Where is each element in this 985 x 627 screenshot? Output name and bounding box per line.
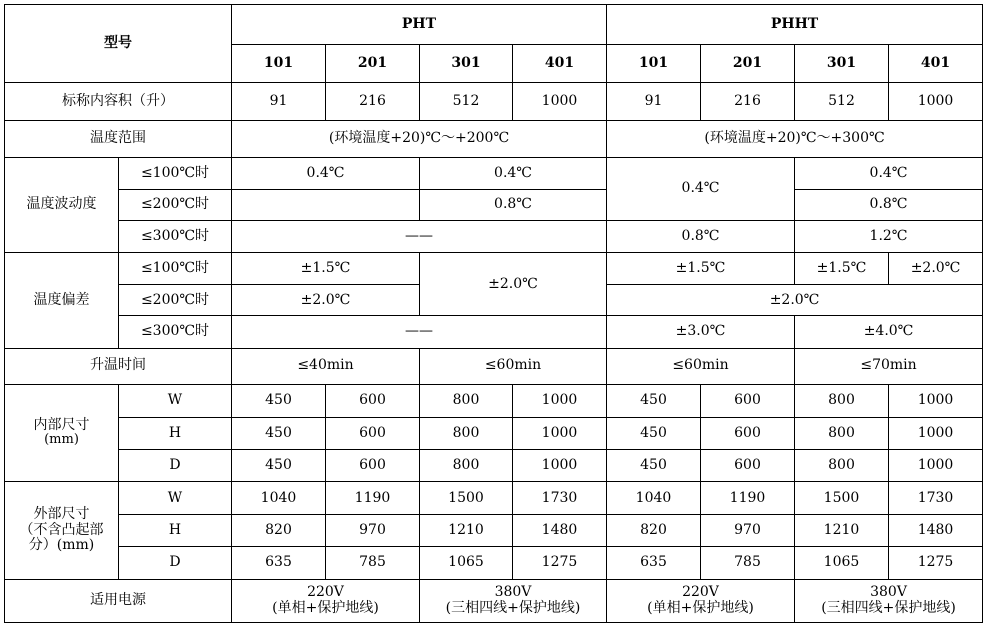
fluctuation-row-2 (5, 189, 983, 220)
inner-label-unit: (mm) (44, 432, 79, 448)
table-cell: 800 (795, 384, 889, 417)
power-cell (420, 579, 607, 622)
deviation-label: 温度偏差 (5, 253, 119, 348)
series-phht: PHHT (607, 5, 983, 45)
power-desc: (三相四线+保护地线) (445, 599, 581, 616)
table-cell: 600 (701, 417, 795, 449)
table-cell: 1275 (889, 547, 983, 579)
table-cell: 1000 (889, 417, 983, 449)
heatup-row (5, 348, 983, 384)
table-cell: 1000 (513, 384, 607, 417)
table-cell: 800 (795, 417, 889, 449)
dim-label: W (119, 482, 232, 515)
sub-label: ≤100℃时 (119, 157, 232, 189)
dim-label: D (119, 450, 232, 482)
table-cell: ±1.5℃ (795, 253, 889, 285)
table-cell: 1000 (513, 417, 607, 449)
table-cell: (环境温度+20)℃～+200℃ (232, 120, 607, 157)
sub-label: ≤200℃时 (119, 285, 232, 316)
table-cell: ±2.0℃ (232, 285, 420, 316)
model-cell: 201 (326, 45, 420, 83)
table-cell: ≤60min (420, 348, 607, 384)
table-cell: 970 (326, 515, 420, 547)
table-cell: —— (232, 220, 607, 252)
table-cell: 1275 (513, 547, 607, 579)
model-cell: 301 (420, 45, 513, 83)
table-cell: 450 (232, 417, 326, 449)
table-cell: 1730 (513, 482, 607, 515)
outer-row-h (5, 515, 983, 547)
table-cell: ≤40min (232, 348, 420, 384)
table-cell: ±1.5℃ (607, 253, 795, 285)
power-cell (232, 579, 420, 622)
spec-table (4, 4, 983, 623)
power-label: 适用电源 (5, 579, 232, 622)
table-cell: 1065 (420, 547, 513, 579)
dim-label: D (119, 547, 232, 579)
table-cell: 1000 (513, 83, 607, 120)
power-desc: (三相四线+保护地线) (821, 599, 956, 616)
sub-label: ≤200℃时 (119, 189, 232, 220)
table-cell: 600 (701, 384, 795, 417)
inner-row-d (5, 450, 983, 482)
table-cell: 450 (607, 384, 701, 417)
volume-row (5, 83, 983, 120)
table-cell: 800 (795, 450, 889, 482)
table-cell: 600 (326, 384, 420, 417)
power-voltage: 380V (494, 584, 532, 601)
inner-label-text: 内部尺寸 (33, 417, 90, 434)
table-cell: 0.8℃ (420, 189, 607, 220)
temp-range-label: 温度范围 (5, 120, 232, 157)
power-voltage: 380V (870, 584, 907, 601)
model-cell: 301 (795, 45, 889, 83)
inner-row-h (5, 417, 983, 449)
table-cell: 785 (326, 547, 420, 579)
fluctuation-label: 温度波动度 (5, 157, 119, 252)
table-cell: 0.8℃ (795, 189, 983, 220)
model-cell: 201 (701, 45, 795, 83)
table-cell: ±2.0℃ (420, 253, 607, 316)
table-cell: 1480 (513, 515, 607, 547)
table-cell: 820 (232, 515, 326, 547)
model-cell: 401 (889, 45, 983, 83)
power-cell (795, 579, 983, 622)
table-cell: 450 (232, 450, 326, 482)
table-cell: ±4.0℃ (795, 316, 983, 348)
outer-label-line-1: 外部尺寸 (33, 506, 90, 523)
inner-label (5, 384, 119, 481)
table-cell: 0.4℃ (232, 157, 420, 189)
series-pht: PHT (232, 5, 607, 45)
header-row-series (5, 5, 983, 45)
model-label: 型号 (5, 5, 232, 83)
table-cell: ≤60min (607, 348, 795, 384)
table-cell-empty (232, 189, 420, 220)
table-cell: 0.4℃ (795, 157, 983, 189)
table-cell: 216 (326, 83, 420, 120)
table-cell: 1065 (795, 547, 889, 579)
power-desc: (单相+保护地线) (647, 599, 754, 616)
outer-label (5, 482, 119, 579)
dim-label: H (119, 417, 232, 449)
dim-label: H (119, 515, 232, 547)
table-cell: 1000 (889, 83, 983, 120)
table-cell: 512 (420, 83, 513, 120)
table-cell: —— (232, 316, 607, 348)
table-cell: 600 (326, 417, 420, 449)
dim-label: W (119, 384, 232, 417)
table-cell: 820 (607, 515, 701, 547)
deviation-row-1 (5, 253, 983, 285)
outer-row-w (5, 482, 983, 515)
table-cell: 512 (795, 83, 889, 120)
power-row (5, 579, 983, 622)
table-cell: 216 (701, 83, 795, 120)
table-cell: 0.8℃ (607, 220, 795, 252)
table-cell: 800 (420, 417, 513, 449)
power-voltage: 220V (307, 584, 344, 601)
power-voltage: 220V (682, 584, 719, 601)
table-cell: 1730 (889, 482, 983, 515)
table-cell: 450 (607, 450, 701, 482)
inner-row-w (5, 384, 983, 417)
table-cell: 1190 (701, 482, 795, 515)
table-cell: 1.2℃ (795, 220, 983, 252)
fluctuation-row-1 (5, 157, 983, 189)
table-cell: 1210 (795, 515, 889, 547)
outer-row-d (5, 547, 983, 579)
volume-label: 标称内容积（升） (5, 83, 232, 120)
power-cell (607, 579, 795, 622)
outer-label-line-3: 分）(mm) (28, 537, 95, 554)
deviation-row-3 (5, 316, 983, 348)
table-cell: 1190 (326, 482, 420, 515)
table-cell: 800 (420, 384, 513, 417)
table-cell: 600 (326, 450, 420, 482)
sub-label: ≤300℃时 (119, 220, 232, 252)
table-cell: 1500 (795, 482, 889, 515)
table-cell: 1000 (889, 384, 983, 417)
table-cell: 600 (701, 450, 795, 482)
table-cell: 0.4℃ (420, 157, 607, 189)
model-cell: 401 (513, 45, 607, 83)
outer-label-line-2: （不含凸起部 (19, 521, 104, 538)
table-cell: 450 (232, 384, 326, 417)
table-cell: ≤70min (795, 348, 983, 384)
table-cell: 1040 (232, 482, 326, 515)
table-cell: 0.4℃ (607, 157, 795, 220)
table-cell: ±3.0℃ (607, 316, 795, 348)
table-cell: 635 (607, 547, 701, 579)
table-cell: 450 (607, 417, 701, 449)
table-cell: 1040 (607, 482, 701, 515)
table-cell: 635 (232, 547, 326, 579)
table-cell: 1500 (420, 482, 513, 515)
table-cell: ±1.5℃ (232, 253, 420, 285)
heatup-label: 升温时间 (5, 348, 232, 384)
model-cell: 101 (232, 45, 326, 83)
table-cell: 1000 (513, 450, 607, 482)
sub-label: ≤300℃时 (119, 316, 232, 348)
table-cell: 91 (232, 83, 326, 120)
table-cell: ±2.0℃ (889, 253, 983, 285)
table-cell: 91 (607, 83, 701, 120)
table-cell: 1210 (420, 515, 513, 547)
power-desc: (单相+保护地线) (272, 599, 379, 616)
model-cell: 101 (607, 45, 701, 83)
table-cell: ±2.0℃ (607, 285, 983, 316)
fluctuation-row-3 (5, 220, 983, 252)
table-cell: 1480 (889, 515, 983, 547)
sub-label: ≤100℃时 (119, 253, 232, 285)
table-cell: 1000 (889, 450, 983, 482)
table-cell: 785 (701, 547, 795, 579)
table-cell: (环境温度+20)℃～+300℃ (607, 120, 983, 157)
table-cell: 970 (701, 515, 795, 547)
table-cell: 800 (420, 450, 513, 482)
temp-range-row (5, 120, 983, 157)
